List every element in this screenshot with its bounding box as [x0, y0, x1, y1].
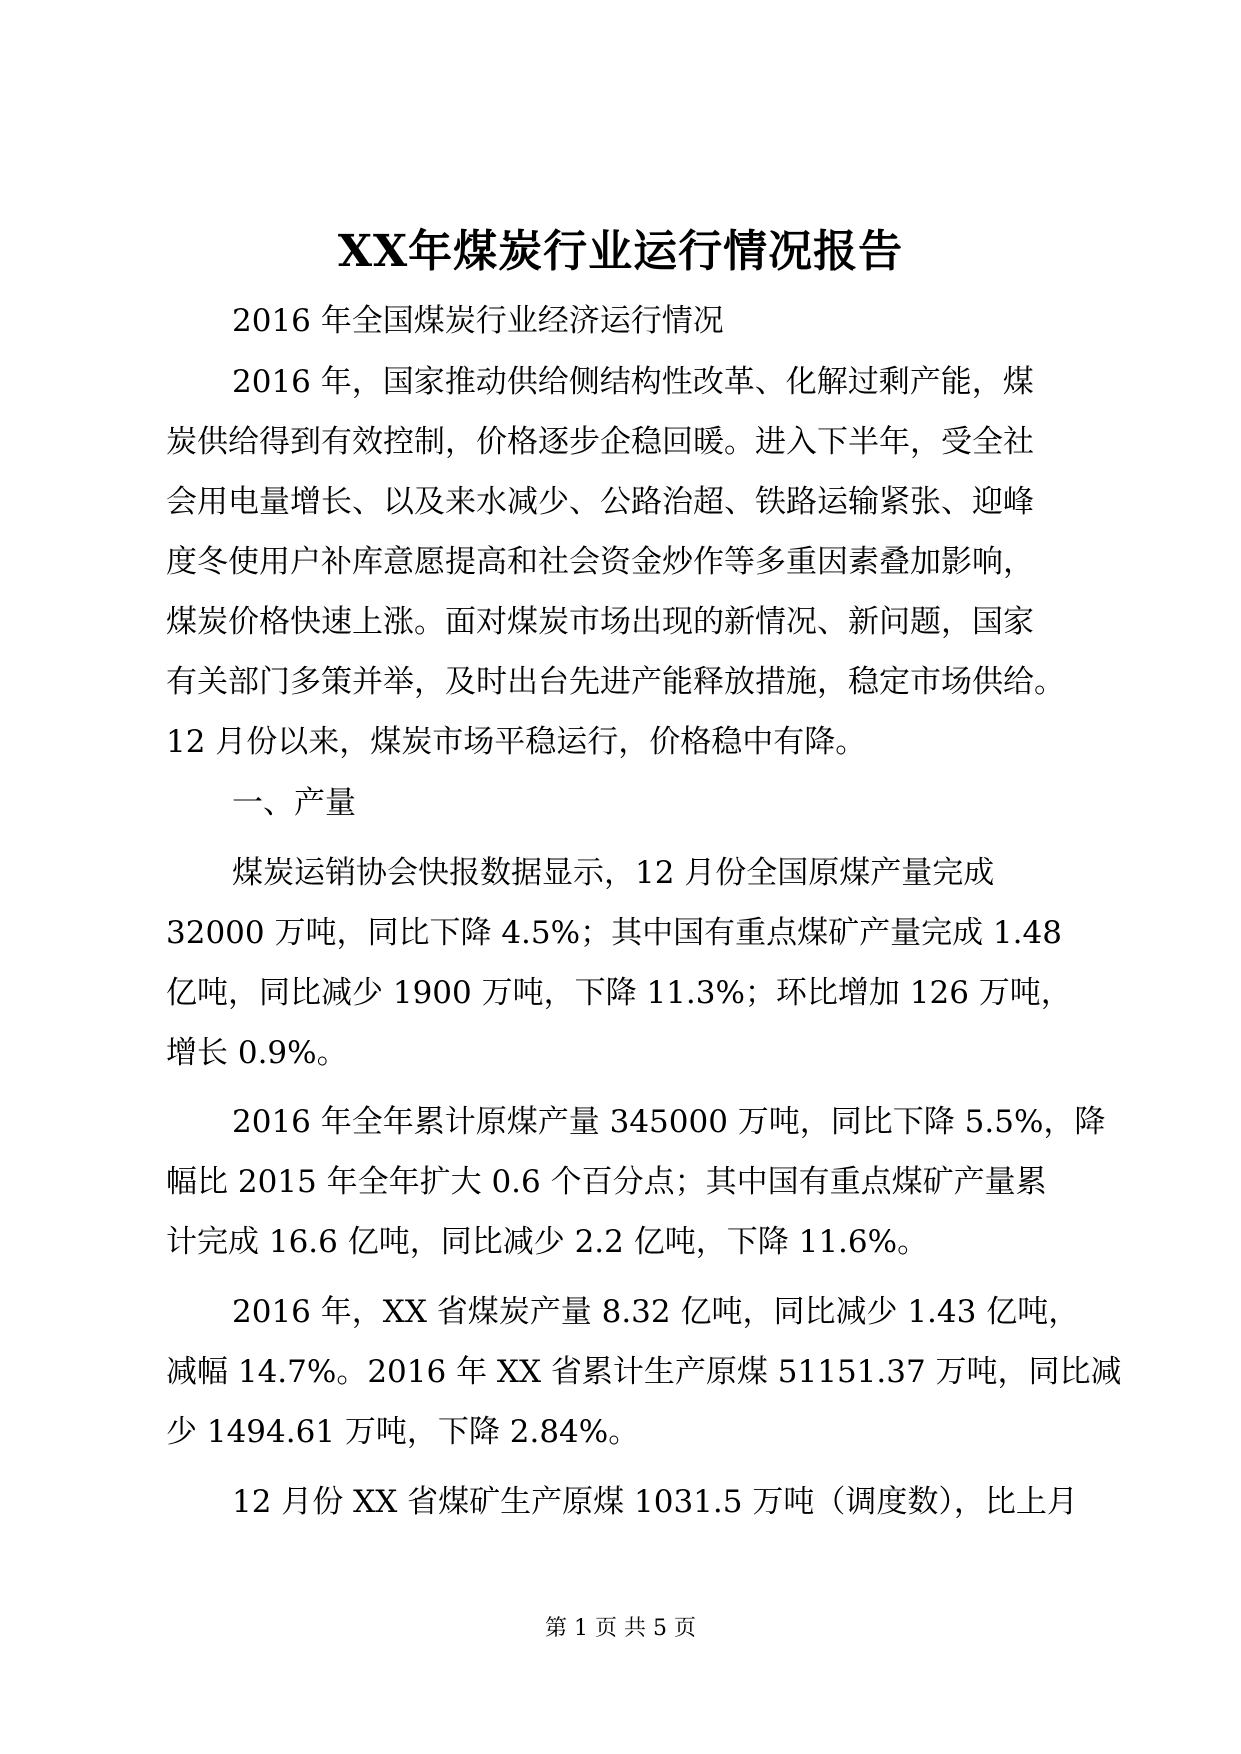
paragraph-line: 计完成 16.6 亿吨，同比减少 2.2 亿吨，下降 11.6%。	[166, 1224, 929, 1260]
paragraph-line: 12 月份以来，煤炭市场平稳运行，价格稳中有降。	[166, 724, 867, 760]
paragraph-line: 有关部门多策并举，及时出台先进产能释放措施，稳定市场供给。	[166, 664, 1065, 700]
page-footer: 第 1 页 共 5 页	[545, 1616, 696, 1641]
paragraph-line: 煤炭价格快速上涨。面对煤炭市场出现的新情况、新问题，国家	[166, 604, 1034, 640]
paragraph-line: 亿吨，同比减少 1900 万吨，下降 11.3%；环比增加 126 万吨，	[166, 975, 1072, 1011]
paragraph-line: 煤炭运销协会快报数据显示，12 月份全国原煤产量完成	[232, 855, 995, 891]
paragraph-line: 增长 0.9%。	[166, 1035, 348, 1071]
paragraph-line: 炭供给得到有效控制，价格逐步企稳回暖。进入下半年，受全社	[166, 424, 1034, 460]
paragraph-line: 32000 万吨，同比下降 4.5%；其中国有重点煤矿产量完成 1.48	[166, 915, 1062, 951]
paragraph-line: 2016 年全年累计原煤产量 345000 万吨，同比下降 5.5%，降	[232, 1104, 1106, 1140]
paragraph-line: 减幅 14.7%。2016 年 XX 省累计生产原煤 51151.37 万吨，同比减	[166, 1354, 1122, 1390]
section-heading: 一、产量	[232, 785, 356, 821]
paragraph-line: 少 1494.61 万吨，下降 2.84%。	[166, 1414, 640, 1450]
paragraph-line: 会用电量增长、以及来水减少、公路治超、铁路运输紧张、迎峰	[166, 484, 1034, 520]
paragraph-line: 2016 年，国家推动供给侧结构性改革、化解过剩产能，煤	[232, 364, 1034, 400]
paragraph-line: 12 月份 XX 省煤矿生产原煤 1031.5 万吨（调度数），比上月	[232, 1484, 1078, 1520]
paragraph-line: 度冬使用户补库意愿提高和社会资金炒作等多重因素叠加影响，	[166, 544, 1034, 580]
paragraph-line: 2016 年，XX 省煤炭产量 8.32 亿吨，同比减少 1.43 亿吨，	[232, 1294, 1080, 1330]
subtitle-line: 2016 年全国煤炭行业经济运行情况	[232, 303, 724, 339]
paragraph-line: 幅比 2015 年全年扩大 0.6 个百分点；其中国有重点煤矿产量累	[166, 1164, 1047, 1200]
document-title: XX年煤炭行业运行情况报告	[337, 226, 904, 277]
